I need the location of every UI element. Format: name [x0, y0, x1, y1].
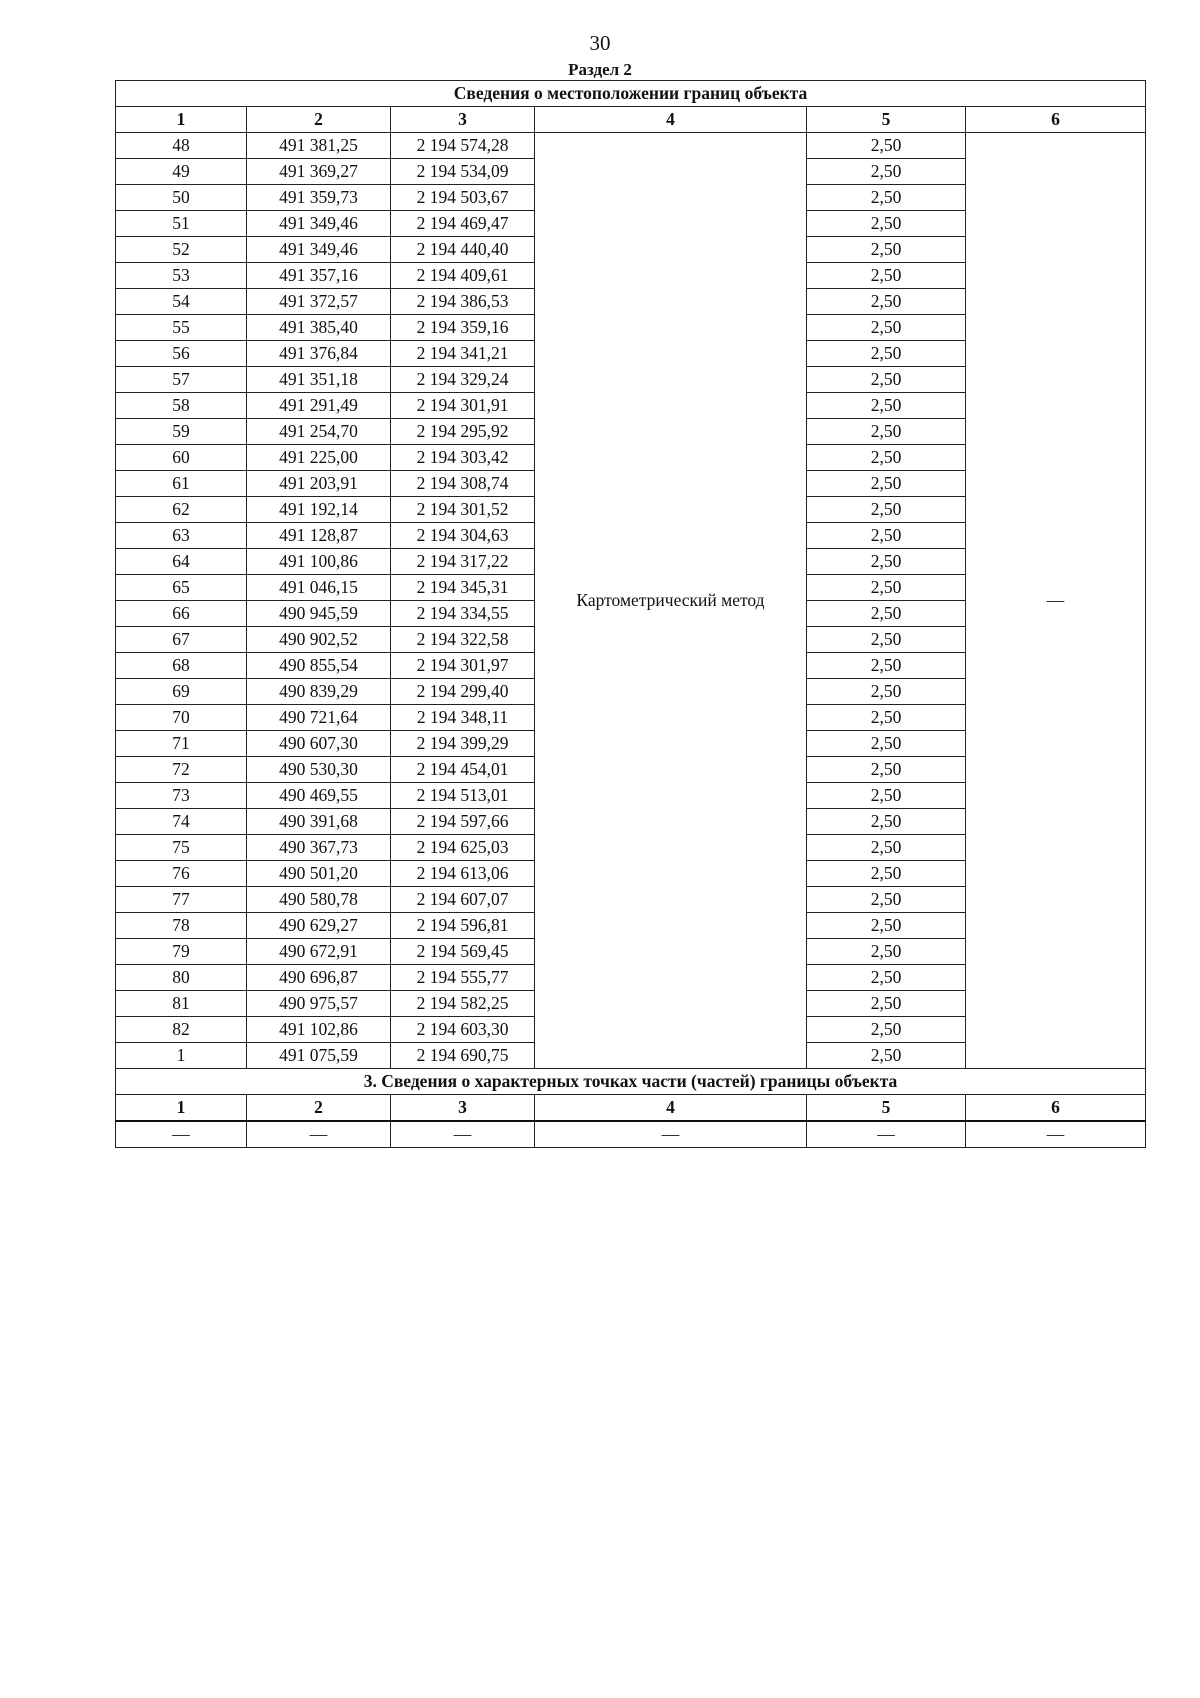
x-coordinate-cell: 490 721,64	[247, 705, 391, 731]
x-coordinate-cell: 491 351,18	[247, 367, 391, 393]
column6-cell: —	[966, 133, 1146, 1069]
x-coordinate-cell: 491 254,70	[247, 419, 391, 445]
point-number-cell: 79	[116, 939, 247, 965]
y-coordinate-cell: 2 194 301,97	[391, 653, 535, 679]
accuracy-cell: 2,50	[807, 939, 966, 965]
accuracy-cell: 2,50	[807, 627, 966, 653]
section3-column-header: 1	[116, 1095, 247, 1122]
y-coordinate-cell: 2 194 308,74	[391, 471, 535, 497]
y-coordinate-cell: 2 194 534,09	[391, 159, 535, 185]
y-coordinate-cell: 2 194 399,29	[391, 731, 535, 757]
y-coordinate-cell: 2 194 454,01	[391, 757, 535, 783]
accuracy-cell: 2,50	[807, 185, 966, 211]
x-coordinate-cell: 490 391,68	[247, 809, 391, 835]
point-number-cell: 75	[116, 835, 247, 861]
y-coordinate-cell: 2 194 440,40	[391, 237, 535, 263]
x-coordinate-cell: 490 530,30	[247, 757, 391, 783]
accuracy-cell: 2,50	[807, 913, 966, 939]
x-coordinate-cell: 491 349,46	[247, 237, 391, 263]
accuracy-cell: 2,50	[807, 601, 966, 627]
y-coordinate-cell: 2 194 555,77	[391, 965, 535, 991]
y-coordinate-cell: 2 194 303,42	[391, 445, 535, 471]
accuracy-cell: 2,50	[807, 159, 966, 185]
x-coordinate-cell: 490 902,52	[247, 627, 391, 653]
section3-column-header: 6	[966, 1095, 1146, 1122]
x-coordinate-cell: 491 100,86	[247, 549, 391, 575]
y-coordinate-cell: 2 194 596,81	[391, 913, 535, 939]
x-coordinate-cell: 490 367,73	[247, 835, 391, 861]
x-coordinate-cell: 491 225,00	[247, 445, 391, 471]
point-number-cell: 69	[116, 679, 247, 705]
x-coordinate-cell: 490 672,91	[247, 939, 391, 965]
y-coordinate-cell: 2 194 348,11	[391, 705, 535, 731]
x-coordinate-cell: 491 128,87	[247, 523, 391, 549]
point-number-cell: 82	[116, 1017, 247, 1043]
section3-title-row	[116, 1069, 1146, 1095]
section3-empty-cell: —	[966, 1121, 1146, 1148]
accuracy-cell: 2,50	[807, 315, 966, 341]
accuracy-cell: 2,50	[807, 1043, 966, 1069]
accuracy-cell: 2,50	[807, 289, 966, 315]
x-coordinate-cell: 491 203,91	[247, 471, 391, 497]
x-coordinate-cell: 491 381,25	[247, 133, 391, 159]
boundary-table	[115, 80, 1146, 1148]
accuracy-cell: 2,50	[807, 523, 966, 549]
x-coordinate-cell: 490 469,55	[247, 783, 391, 809]
column-header: 1	[116, 107, 247, 133]
y-coordinate-cell: 2 194 345,31	[391, 575, 535, 601]
section3-column-header: 4	[535, 1095, 807, 1122]
point-number-cell: 59	[116, 419, 247, 445]
x-coordinate-cell: 491 291,49	[247, 393, 391, 419]
x-coordinate-cell: 490 629,27	[247, 913, 391, 939]
x-coordinate-cell: 491 075,59	[247, 1043, 391, 1069]
accuracy-cell: 2,50	[807, 263, 966, 289]
point-number-cell: 50	[116, 185, 247, 211]
y-coordinate-cell: 2 194 334,55	[391, 601, 535, 627]
y-coordinate-cell: 2 194 503,67	[391, 185, 535, 211]
table-title: Сведения о местоположении границ объекта	[116, 81, 1146, 107]
table-row	[116, 133, 1146, 159]
x-coordinate-cell: 491 349,46	[247, 211, 391, 237]
y-coordinate-cell: 2 194 569,45	[391, 939, 535, 965]
method-cell: Картометрический метод	[535, 133, 807, 1069]
y-coordinate-cell: 2 194 625,03	[391, 835, 535, 861]
y-coordinate-cell: 2 194 582,25	[391, 991, 535, 1017]
accuracy-cell: 2,50	[807, 341, 966, 367]
accuracy-cell: 2,50	[807, 861, 966, 887]
point-number-cell: 60	[116, 445, 247, 471]
point-number-cell: 56	[116, 341, 247, 367]
point-number-cell: 64	[116, 549, 247, 575]
y-coordinate-cell: 2 194 301,52	[391, 497, 535, 523]
accuracy-cell: 2,50	[807, 679, 966, 705]
accuracy-cell: 2,50	[807, 835, 966, 861]
page-number: 30	[589, 31, 611, 55]
y-coordinate-cell: 2 194 295,92	[391, 419, 535, 445]
column-header: 4	[535, 107, 807, 133]
x-coordinate-cell: 491 046,15	[247, 575, 391, 601]
x-coordinate-cell: 491 359,73	[247, 185, 391, 211]
accuracy-cell: 2,50	[807, 757, 966, 783]
y-coordinate-cell: 2 194 574,28	[391, 133, 535, 159]
column-header: 5	[807, 107, 966, 133]
y-coordinate-cell: 2 194 613,06	[391, 861, 535, 887]
section3-empty-cell: —	[391, 1121, 535, 1148]
section3-empty-cell: —	[247, 1121, 391, 1148]
y-coordinate-cell: 2 194 317,22	[391, 549, 535, 575]
point-number-cell: 57	[116, 367, 247, 393]
point-number-cell: 81	[116, 991, 247, 1017]
section3-empty-cell: —	[116, 1121, 247, 1148]
x-coordinate-cell: 491 357,16	[247, 263, 391, 289]
y-coordinate-cell: 2 194 409,61	[391, 263, 535, 289]
section-label: Раздел 2	[568, 60, 632, 79]
y-coordinate-cell: 2 194 690,75	[391, 1043, 535, 1069]
y-coordinate-cell: 2 194 322,58	[391, 627, 535, 653]
point-number-cell: 76	[116, 861, 247, 887]
accuracy-cell: 2,50	[807, 653, 966, 679]
point-number-cell: 77	[116, 887, 247, 913]
accuracy-cell: 2,50	[807, 705, 966, 731]
section3-empty-cell: —	[807, 1121, 966, 1148]
point-number-cell: 52	[116, 237, 247, 263]
accuracy-cell: 2,50	[807, 1017, 966, 1043]
y-coordinate-cell: 2 194 341,21	[391, 341, 535, 367]
y-coordinate-cell: 2 194 603,30	[391, 1017, 535, 1043]
x-coordinate-cell: 491 376,84	[247, 341, 391, 367]
point-number-cell: 74	[116, 809, 247, 835]
point-number-cell: 49	[116, 159, 247, 185]
y-coordinate-cell: 2 194 329,24	[391, 367, 535, 393]
x-coordinate-cell: 490 607,30	[247, 731, 391, 757]
accuracy-cell: 2,50	[807, 471, 966, 497]
column-header: 3	[391, 107, 535, 133]
point-number-cell: 80	[116, 965, 247, 991]
point-number-cell: 68	[116, 653, 247, 679]
point-number-cell: 53	[116, 263, 247, 289]
y-coordinate-cell: 2 194 386,53	[391, 289, 535, 315]
y-coordinate-cell: 2 194 301,91	[391, 393, 535, 419]
point-number-cell: 61	[116, 471, 247, 497]
point-number-cell: 71	[116, 731, 247, 757]
section3-empty-cell: —	[535, 1121, 807, 1148]
accuracy-cell: 2,50	[807, 809, 966, 835]
point-number-cell: 51	[116, 211, 247, 237]
accuracy-cell: 2,50	[807, 133, 966, 159]
section3-column-header: 3	[391, 1095, 535, 1122]
x-coordinate-cell: 490 580,78	[247, 887, 391, 913]
point-number-cell: 58	[116, 393, 247, 419]
y-coordinate-cell: 2 194 299,40	[391, 679, 535, 705]
y-coordinate-cell: 2 194 597,66	[391, 809, 535, 835]
accuracy-cell: 2,50	[807, 419, 966, 445]
column-header: 6	[966, 107, 1146, 133]
section3-header-row	[116, 1095, 1146, 1122]
x-coordinate-cell: 490 696,87	[247, 965, 391, 991]
x-coordinate-cell: 490 945,59	[247, 601, 391, 627]
point-number-cell: 63	[116, 523, 247, 549]
accuracy-cell: 2,50	[807, 783, 966, 809]
x-coordinate-cell: 490 855,54	[247, 653, 391, 679]
x-coordinate-cell: 491 372,57	[247, 289, 391, 315]
section3-row	[116, 1121, 1146, 1148]
x-coordinate-cell: 491 369,27	[247, 159, 391, 185]
accuracy-cell: 2,50	[807, 367, 966, 393]
y-coordinate-cell: 2 194 513,01	[391, 783, 535, 809]
x-coordinate-cell: 490 975,57	[247, 991, 391, 1017]
point-number-cell: 54	[116, 289, 247, 315]
section3-column-header: 5	[807, 1095, 966, 1122]
y-coordinate-cell: 2 194 607,07	[391, 887, 535, 913]
accuracy-cell: 2,50	[807, 445, 966, 471]
x-coordinate-cell: 491 192,14	[247, 497, 391, 523]
point-number-cell: 62	[116, 497, 247, 523]
accuracy-cell: 2,50	[807, 393, 966, 419]
y-coordinate-cell: 2 194 469,47	[391, 211, 535, 237]
point-number-cell: 48	[116, 133, 247, 159]
point-number-cell: 1	[116, 1043, 247, 1069]
accuracy-cell: 2,50	[807, 497, 966, 523]
accuracy-cell: 2,50	[807, 575, 966, 601]
point-number-cell: 70	[116, 705, 247, 731]
x-coordinate-cell: 490 501,20	[247, 861, 391, 887]
accuracy-cell: 2,50	[807, 965, 966, 991]
point-number-cell: 72	[116, 757, 247, 783]
accuracy-cell: 2,50	[807, 549, 966, 575]
point-number-cell: 73	[116, 783, 247, 809]
accuracy-cell: 2,50	[807, 991, 966, 1017]
y-coordinate-cell: 2 194 304,63	[391, 523, 535, 549]
section3-column-header: 2	[247, 1095, 391, 1122]
point-number-cell: 55	[116, 315, 247, 341]
column-header: 2	[247, 107, 391, 133]
x-coordinate-cell: 490 839,29	[247, 679, 391, 705]
x-coordinate-cell: 491 102,86	[247, 1017, 391, 1043]
section3-title: 3. Сведения о характерных точках части (частей) границы объекта	[116, 1069, 1146, 1095]
y-coordinate-cell: 2 194 359,16	[391, 315, 535, 341]
accuracy-cell: 2,50	[807, 731, 966, 757]
accuracy-cell: 2,50	[807, 237, 966, 263]
x-coordinate-cell: 491 385,40	[247, 315, 391, 341]
point-number-cell: 65	[116, 575, 247, 601]
point-number-cell: 78	[116, 913, 247, 939]
accuracy-cell: 2,50	[807, 211, 966, 237]
point-number-cell: 66	[116, 601, 247, 627]
accuracy-cell: 2,50	[807, 887, 966, 913]
point-number-cell: 67	[116, 627, 247, 653]
